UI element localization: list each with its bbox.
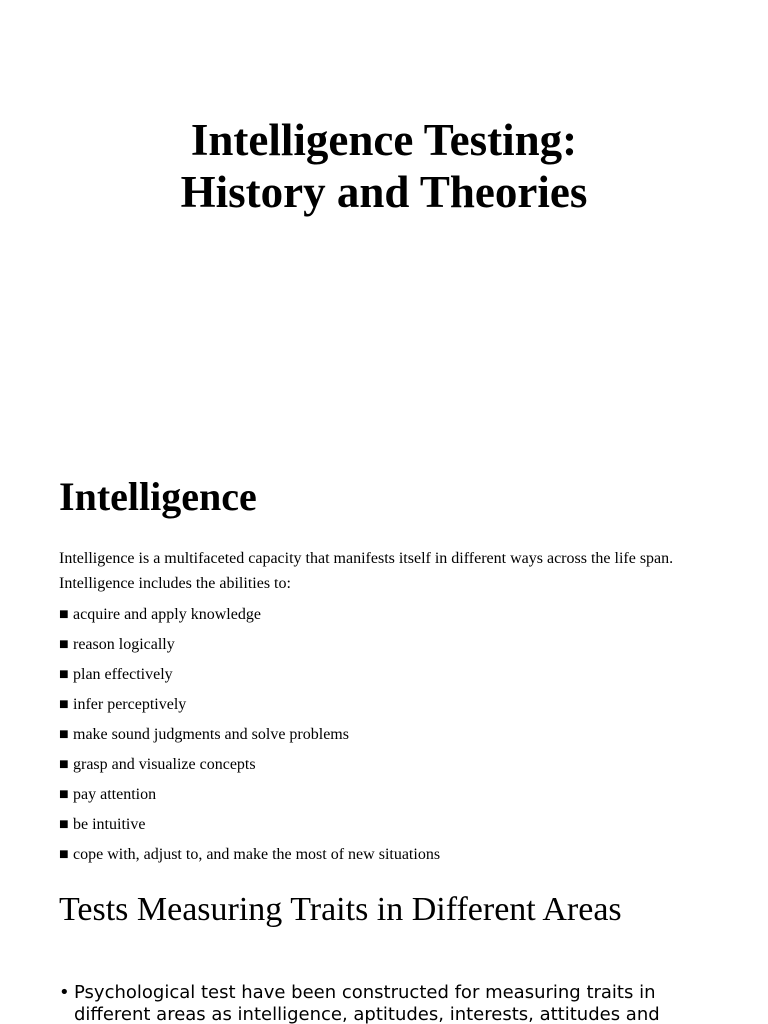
round-bullet-icon: •: [59, 982, 70, 1003]
title-line-1: Intelligence Testing:: [190, 115, 578, 165]
list-item-text: grasp and visualize concepts: [73, 756, 256, 773]
square-bullet-icon: ■: [59, 666, 69, 683]
square-bullet-icon: ■: [59, 696, 69, 713]
list-item: [59, 660, 719, 690]
square-bullet-icon: ■: [59, 636, 69, 653]
square-bullet-icon: ■: [59, 726, 69, 743]
slide-body: [59, 546, 719, 870]
list-item: [59, 750, 719, 780]
square-bullet-icon: ■: [59, 786, 69, 803]
list-item-text: make sound judgments and solve problems: [73, 726, 349, 743]
list-item: [59, 690, 719, 720]
slide-heading: Tests Measuring Traits in Different Areas: [59, 891, 622, 928]
list-item-text: infer perceptively: [73, 696, 187, 713]
list-item: [59, 600, 719, 630]
list-item: [59, 720, 719, 750]
square-bullet-icon: ■: [59, 756, 69, 773]
square-bullet-icon: ■: [59, 816, 69, 833]
list-item: [59, 810, 719, 840]
title-slide: [0, 0, 768, 432]
list-item-text: reason logically: [73, 636, 175, 653]
list-item-text: plan effectively: [73, 666, 173, 683]
list-item: [59, 630, 719, 660]
intelligence-slide: [0, 432, 768, 872]
list-item: [59, 780, 719, 810]
list-item-text: pay attention: [73, 786, 157, 803]
square-bullet-icon: ■: [59, 846, 69, 863]
abilities-list: [59, 600, 719, 870]
list-item-text: acquire and apply knowledge: [73, 606, 261, 623]
slide-heading: Intelligence: [59, 474, 257, 519]
list-item-text: be intuitive: [73, 816, 146, 833]
list-item: [59, 840, 719, 870]
intro-paragraph: Intelligence is a multifaceted capacity that manifests itself in different ways across the life span. Intelligence includes the abilities to:: [59, 550, 674, 592]
title-line-2: History and Theories: [180, 167, 588, 217]
list-item-text: Psychological test have been constructed for measuring traits in different areas as intelligence, aptitudes, interests, attitudes and: [74, 982, 660, 1024]
square-bullet-icon: ■: [59, 606, 69, 623]
presentation-title: [0, 114, 768, 218]
list-item: [59, 982, 724, 1024]
list-item-text: cope with, adjust to, and make the most of new situations: [73, 846, 441, 863]
tests-slide: [0, 872, 768, 1024]
